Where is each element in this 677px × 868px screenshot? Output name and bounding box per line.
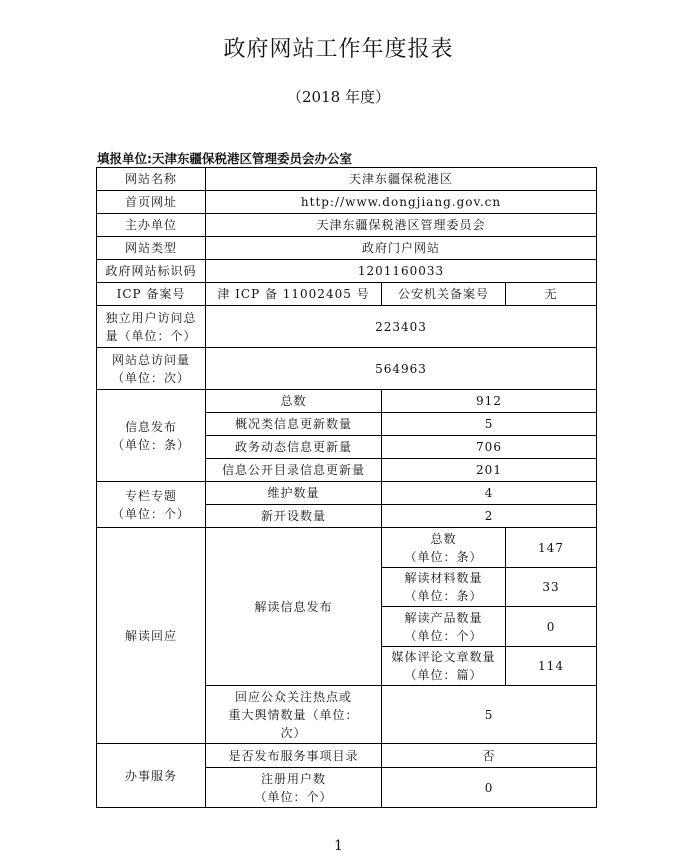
table-row <box>97 306 597 348</box>
site-type-value: 政府门户网站 <box>206 237 597 260</box>
new-label: 新开设数量 <box>206 505 382 528</box>
affairs-label: 政务动态信息更新量 <box>206 436 382 459</box>
homepage-value: http://www.dongjiang.gov.cn <box>206 191 597 214</box>
report-table <box>96 167 597 808</box>
table-row <box>97 482 597 505</box>
site-type-label: 网站类型 <box>97 237 206 260</box>
table-row <box>97 744 597 768</box>
unique-visitors-value: 223403 <box>206 306 597 348</box>
icp-label: ICP 备案号 <box>97 283 206 306</box>
response-label: 解读回应 <box>97 528 206 744</box>
service-label: 办事服务 <box>97 744 206 808</box>
info-total-value: 912 <box>382 390 597 413</box>
product-label-line: 解读产品数量 <box>404 610 483 625</box>
info-pub-label-line: 信息发布 <box>124 419 177 434</box>
info-pub-label-line: （单位：条） <box>111 437 190 452</box>
catalog-pub-label: 是否发布服务事项目录 <box>206 744 382 768</box>
police-label: 公安机关备案号 <box>382 283 506 306</box>
police-value: 无 <box>506 283 597 306</box>
column-label <box>97 482 206 528</box>
table-row <box>97 237 597 260</box>
hotspot-label <box>206 686 382 744</box>
media-value: 114 <box>506 647 597 686</box>
site-id-value: 1201160033 <box>206 260 597 283</box>
table-row <box>97 260 597 283</box>
table-row <box>97 168 597 191</box>
affairs-value: 706 <box>382 436 597 459</box>
material-label <box>382 568 506 607</box>
reg-users-label <box>206 768 382 808</box>
site-name-label: 网站名称 <box>97 168 206 191</box>
table-row <box>97 283 597 306</box>
interp-total-value: 147 <box>506 528 597 568</box>
info-total-label: 总数 <box>206 390 382 413</box>
table-row <box>97 528 597 568</box>
maintain-value: 4 <box>382 482 597 505</box>
sponsor-value: 天津东疆保税港区管理委员会 <box>206 214 597 237</box>
hotspot-label-line: 次） <box>280 725 307 740</box>
unique-visitors-label <box>97 306 206 348</box>
new-value: 2 <box>382 505 597 528</box>
product-label <box>382 607 506 647</box>
hotspot-label-line: 回应公众关注热点或 <box>234 689 352 704</box>
unique-visitors-label-line: 量（单位：个） <box>105 328 197 343</box>
total-visits-label-line: （单位：次） <box>111 370 190 385</box>
media-label <box>382 647 506 686</box>
total-visits-label <box>97 348 206 390</box>
hotspot-value: 5 <box>382 686 597 744</box>
column-label-line: 专栏专题 <box>124 488 177 503</box>
interp-label: 解读信息发布 <box>206 528 382 686</box>
catalog-pub-value: 否 <box>382 744 597 768</box>
product-value: 0 <box>506 607 597 647</box>
interp-total-label <box>382 528 506 568</box>
table-row <box>97 191 597 214</box>
table-row <box>97 348 597 390</box>
sponsor-label: 主办单位 <box>97 214 206 237</box>
homepage-label: 首页网址 <box>97 191 206 214</box>
media-label-line: （单位：篇） <box>404 668 483 682</box>
page-title: 政府网站工作年度报表 <box>223 37 454 62</box>
interp-total-label-line: （单位：条） <box>404 549 483 564</box>
material-value: 33 <box>506 568 597 607</box>
icp-value: 津 ICP 备 11002405 号 <box>206 283 382 306</box>
material-label-line: 解读材料数量 <box>404 571 483 585</box>
maintain-label: 维护数量 <box>206 482 382 505</box>
page-number: 1 <box>334 838 343 854</box>
report-year: （2018 年度） <box>287 88 390 106</box>
column-label-line: （单位：个） <box>111 506 190 521</box>
product-label-line: （单位：个） <box>404 628 483 643</box>
material-label-line: （单位：条） <box>404 589 483 603</box>
table-row <box>97 390 597 413</box>
info-pub-label <box>97 390 206 482</box>
overview-value: 5 <box>382 413 597 436</box>
catalog-value: 201 <box>382 459 597 482</box>
unique-visitors-label-line: 独立用户访问总 <box>105 310 197 325</box>
hotspot-label-line: 重大舆情数量（单位： <box>228 707 359 722</box>
total-visits-label-line: 网站总访问量 <box>111 352 190 367</box>
site-id-label: 政府网站标识码 <box>97 260 206 283</box>
site-name-value: 天津东疆保税港区 <box>206 168 597 191</box>
filing-unit: 填报单位:天津东疆保税港区管理委员会办公室 <box>97 151 352 166</box>
table-row <box>97 214 597 237</box>
reg-users-label-line: （单位：个） <box>254 789 333 804</box>
media-label-line: 媒体评论文章数量 <box>391 650 496 664</box>
overview-label: 概况类信息更新数量 <box>206 413 382 436</box>
reg-users-label-line: 注册用户数 <box>260 771 326 786</box>
interp-total-label-line: 总数 <box>430 531 457 546</box>
reg-users-value: 0 <box>382 768 597 808</box>
total-visits-value: 564963 <box>206 348 597 390</box>
catalog-label: 信息公开目录信息更新量 <box>206 459 382 482</box>
